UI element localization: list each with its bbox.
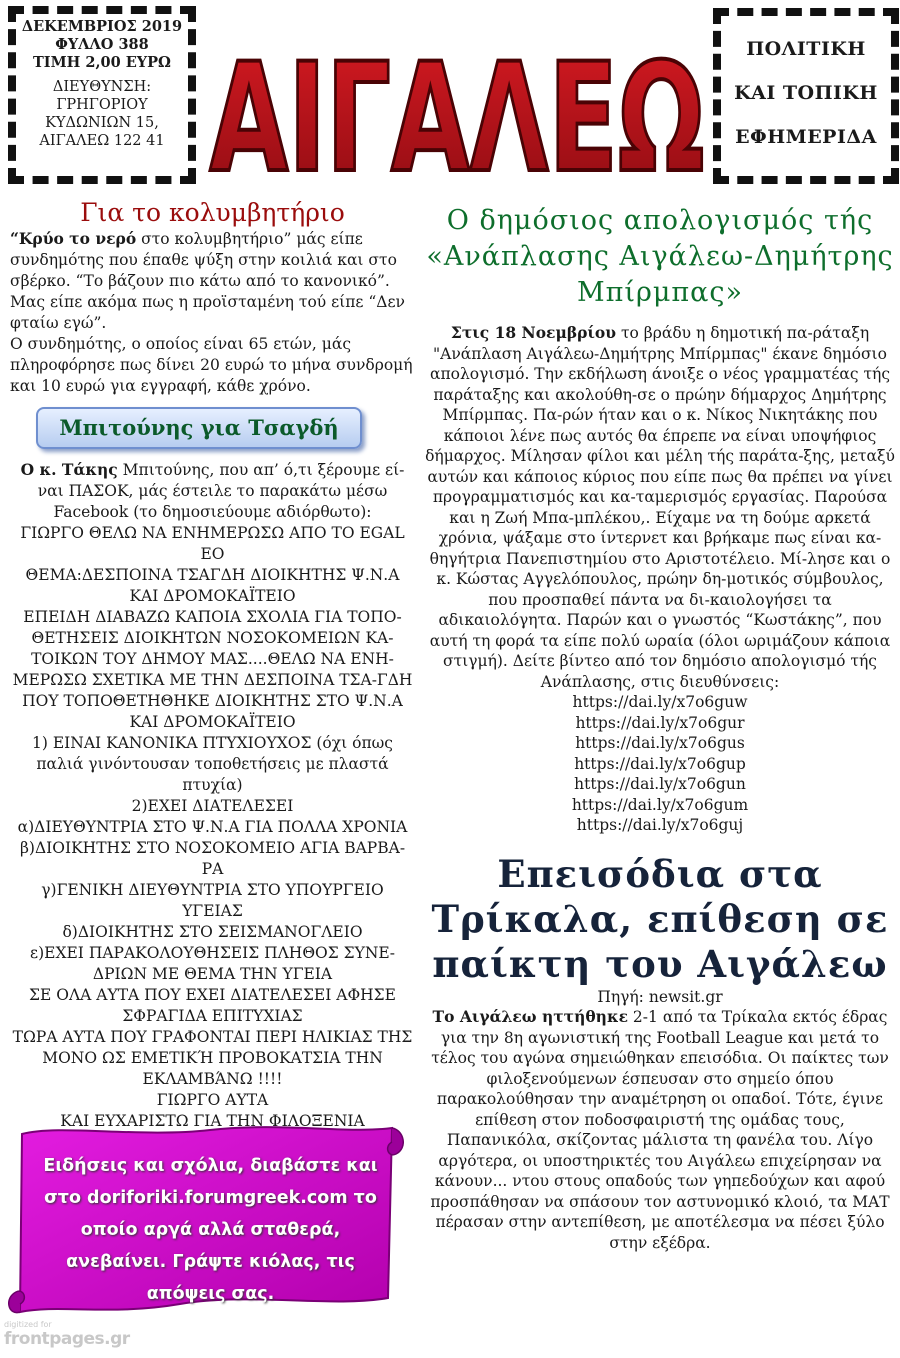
letter-line: 1) ΕΙΝΑΙ ΚΑΝΟΝΙΚΑ ΠΤΥΧΙΟΥΧΟΣ (όχι όπως παλιά γινόντουσαν τοποθετήσεις με πλαστά πτυχία)	[32, 734, 393, 794]
letter-line: ΕΠΕΙΔΗ ΔΙΑΒΑΖΩ ΚΑΠΟΙΑ ΣΧΟΛΙΑ ΓΙΑ ΤΟΠΟ-ΘΕΤΗΣΕΙΣ ΔΙΟΙΚΗΤΩΝ ΝΟΣΟΚΟΜΕΙΩΝ ΚΑ-ΤΟΙΚΩΝ ΤΟΥ ΔΗΜΟΥ ΜΑΣ....ΘΕΛΩ ΝΑ ΕΝΗ-ΜΕΡΩΣΩ ΣΧΕΤΙΚΑ ΜΕ ΤΗΝ ΔΕΣΠΟΙΝΑ ΤΣΑ-ΓΔΗ ΠΟΥ ΤΟΠΟΘΕΤΗΘΗΚΕ ΔΙΟΙΚΗΤΗΣ ΣΤΟ Ψ.Ν.Α ΚΑΙ ΔΡΟΜΟΚΑΪΤΕΙΟ	[12, 608, 413, 731]
video-link[interactable]: https://dai.ly/x7o6guj	[576, 816, 744, 834]
masthead-title: ΑΙΓΑΛΕΩ	[209, 32, 705, 190]
tagline-line: ΠΟΛΙΤΙΚΗ	[746, 38, 866, 60]
left-column	[10, 198, 415, 1132]
trikala-lead-text: 2-1 από τα Τρίκαλα εκτός έδρας για την 8η αγωνιστική της Football League και μετά το τέλος του αγώνα σημειώθηκαν επεισόδια. Οι παίκτες των φιλοξενούμενων έσπευσαν στο σημείο όπου παρακολούθησαν την αναμέτρηση οι οπαδοί. Τότε, έγινε επίθεση στον ποδοσφαιριστή της ομάδας τους, Παπανικόλα, σκίζοντας μάλιστα τη φανέλα του. Λίγο αργότερα, οι υποστηρικτές του Αιγάλεω επιχείρησαν να κάνουν... ντου στους οπαδούς των γηπεδούχων και αφού προσπάθησαν να σπάσουν τον αστυνομικό κλοιό, τα ΜΑΤ πέρασαν στην αντεπίθεση, με αποτέλεσμα να πέσει ξύλο στην εξέδρα.	[430, 1008, 890, 1252]
letter-line: ΘΕΜΑ:ΔΕΣΠΟΙΝΑ ΤΣΑΓΔΗ ΔΙΟΙΚΗΤΗΣ Ψ.Ν.Α ΚΑΙ ΔΡΟΜΟΚΑΪΤΕΙΟ	[25, 566, 400, 605]
letter-line: δ)ΔΙΟΙΚΗΤΗΣ ΣΤΟ ΣΕΙΣΜΑΝΟΓΛΕΙΟ	[62, 923, 363, 941]
trikala-source: Πηγή: newsit.gr	[597, 987, 723, 1006]
tsagdi-letter	[10, 523, 415, 1132]
tagline-line: ΕΦΗΜΕΡΙΔΑ	[735, 126, 877, 148]
pool-article-para2: Ο συνδημότης, ο οποίος είναι 65 ετών, μάς πληροφόρησε πως δίνει 20 ευρώ το μήνα συνδρομή και 10 ευρώ για εγγραφή, κάθε χρόνο.	[10, 335, 413, 395]
letter-line: ΓΙΩΡΓΟ ΘΕΛΩ ΝΑ ΕΝΗΜΕΡΩΣΩ ΑΠΟ ΤΟ EGAL ΕΟ	[20, 524, 405, 563]
letter-line: α)ΔΙΕΥΘΥΝΤΡΙΑ ΣΤΟ Ψ.Ν.Α ΓΙΑ ΠΟΛΛΑ ΧΡΟΝΙΑ	[17, 818, 408, 836]
tsagdi-intro	[10, 459, 415, 523]
trikala-lead-bold: Το Αιγάλεω ηττήθηκε	[432, 1007, 628, 1026]
video-link[interactable]: https://dai.ly/x7o6gun	[574, 775, 746, 793]
apologismos-lead-text: το βράδυ η δημοτική πα-ράταξη "Ανάπλαση Αιγάλεω-Δημήτρης Μπίρμπας" έκανε δημόσιο απολογισμό. Την εκδήλωση άνοιξε ο νέος γραμματέας τής παράταξης και ακολούθη-σε ο πρώην δήμαρχος Δημήτρης Μπίρμπας. Πα-ρών ήταν και ο κ. Νίκος Νικητάκης που κάποιοι λένε πως αυτός θα έπρεπε να είναι υποψήφιος δήμαρχος. Μίλησαν φίλοι και μέλη τής παράτα-ξης, μεταξύ αυτών και κάποιος κύριος που είπε πως θα πρέπει να γίνει προγραμματισμός και κα-ταμερισμός εργασίας. Παρούσα και η Ζωή Μπα-μπλέκου,. Είχαμε να τη δούμε αρκετά χρόνια, ψάξαμε στο ίντερνετ και βρήκαμε πως είναι κα-θηγήτρια Πανεπιστημίου στο Αριστοτέλειο. Μί-λησε και ο κ. Κώστας Αγγελόπουλος, πρώην δη-μοτικός σύμβουλος, που προσπαθεί πάντα να δι-καιολογήσει τα αδικαιολόγητα. Παρών και ο γνωστός “Κωστάκης”, που αυτή τη φορά τα είπε πολύ ωραία (όλοι ωριμάζουν κάποια στιγμή). Δείτε βίντεο από τον δημόσιο απολογισμό τής Ανάπλασης, στις διευθύνσεις:	[425, 324, 895, 691]
address-line: ΔΙΕΥΘΥΝΣΗ:	[52, 79, 152, 95]
video-link[interactable]: https://dai.ly/x7o6gus	[575, 734, 745, 752]
letter-line: γ)ΓΕΝΙΚΗ ΔΙΕΥΘΥΝΤΡΙΑ ΣΤΟ ΥΠΟΥΡΓΕΙΟ ΥΓΕΙΑΣ	[41, 881, 384, 920]
letter-line: β)ΔΙΟΙΚΗΤΗΣ ΣΤΟ ΝΟΣΟΚΟΜΕΙΟ ΑΓΙΑ ΒΑΡΒΑ-ΡΑ	[19, 839, 406, 878]
trikala-body	[425, 1007, 895, 1253]
watermark	[4, 1320, 130, 1349]
letter-line: ε)ΕΧΕΙ ΠΑΡΑΚΟΛΟΥΘΗΣΕΙΣ ΠΛΗΘΟΣ ΣΥΝΕ-ΔΡΙΩΝ ΜΕ ΘΕΜΑ ΤΗΝ ΥΓΕΙΑ	[30, 944, 395, 983]
trikala-title: Επεισόδια στα Τρίκαλα, επίθεση σε παίκτη του Αιγάλεω	[431, 851, 889, 986]
pool-article-para	[10, 228, 415, 334]
address-line: ΑΙΓΑΛΕΩ 122 41	[39, 133, 165, 149]
watermark-large: frontpages.gr	[4, 1329, 130, 1349]
tagline-box	[713, 8, 899, 184]
issue-price: ΤΙΜΗ 2,00 ΕΥΡΩ	[33, 54, 171, 71]
tsagdi-intro-text: Μπιτούνης, που απ’ ό,τι ξέρουμε εί-ναι ΠΑΣΟΚ, μάς έστειλε το παρακάτω μέσω Facebook (το δημοσιεύουμε αδιόρθωτο):	[37, 461, 405, 521]
pool-lead-text: στο κολυμβητήριο” μάς είπε συνδημότης που έπαθε ψύξη στην κοιλιά και στο σβέρκο. “Το βάζουν πιο κάτω από το κανονικό”. Μας είπε ακόμα πως η προϊσταμένη τού είπε “Δεν φταίω εγώ”.	[10, 230, 405, 332]
right-column	[425, 203, 895, 1253]
address	[16, 78, 188, 150]
video-links	[425, 692, 895, 836]
video-link[interactable]: https://dai.ly/x7o6guw	[572, 693, 748, 711]
address-line: ΚΥΔΩΝΙΩΝ 15,	[45, 115, 159, 131]
letter-line: ΓΙΩΡΓΟ ΑΥΤΑ	[156, 1091, 269, 1109]
masthead-logo	[205, 10, 710, 190]
pool-article-title: Για το κολυμβητήριο	[80, 198, 345, 227]
apologismos-title: Ο δημόσιος απολογισμός τής «Ανάπλασης Αιγάλεω-Δημήτρης Μπίρμπας»	[426, 205, 894, 308]
letter-line: 2)ΕΧΕΙ ΔΙΑΤΕΛΕΣΕΙ	[131, 797, 294, 815]
address-line: ΓΡΗΓΟΡΙΟΥ	[56, 97, 148, 113]
issue-number: ΦΥΛΛΟ 388	[55, 36, 149, 53]
video-link[interactable]: https://dai.ly/x7o6gur	[575, 713, 745, 732]
letter-line: ΚΑΙ ΕΥΧΑΡΙΣΤΩ ΓΙΑ ΤΗΝ ΦΙΛΟΞΕΝΙΑ	[60, 1112, 365, 1130]
issue-info-box	[8, 6, 196, 184]
watermark-small: digitized for	[4, 1320, 52, 1329]
promo-text: Ειδήσεις και σχόλια, διαβάστε και στο doriforiki.forumgreek.com το οποίο αργά αλλά σταθερά, ανεβαίνει. Γράψτε κιόλας, τις απόψεις σας.	[43, 1156, 378, 1304]
issue-date: ΔΕΚΕΜΒΡΙΟΣ 2019	[21, 18, 183, 35]
apologismos-body	[425, 323, 895, 692]
letter-line: ΤΩΡΑ ΑΥΤΑ ΠΟΥ ΓΡΑΦΟΝΤΑΙ ΠΕΡΙ ΗΛΙΚΙΑΣ ΤΗΣ ΜΟΝΟ ΩΣ ΕΜΕΤΙΚΉ ΠΡΟΒΟΚΑΤΣΙΑ ΤΗΝ ΕΚΛΑΜΒΆΝΩ !!!!	[12, 1028, 413, 1088]
apologismos-lead-bold: Στις 18 Νοεμβρίου	[450, 323, 617, 342]
tsagdi-banner: Μπιτούνης για Τσαγδή	[36, 407, 362, 449]
letter-line: ΣΕ ΟΛΑ ΑΥΤΑ ΠΟΥ ΕΧΕΙ ΔΙΑΤΕΛΕΣΕΙ ΑΦΗΣΕ ΣΦΡΑΓΙΔΑ ΕΠΙΤΥΧΙΑΣ	[29, 986, 396, 1025]
video-link[interactable]: https://dai.ly/x7o6gum	[571, 795, 749, 814]
tsagdi-intro-bold: Ο κ. Τάκης	[20, 460, 118, 479]
pool-lead-bold: “Κρύο το νερό	[10, 229, 137, 248]
video-link[interactable]: https://dai.ly/x7o6gup	[574, 754, 746, 773]
tagline-line: ΚΑΙ ΤΟΠΙΚΗ	[734, 82, 878, 104]
